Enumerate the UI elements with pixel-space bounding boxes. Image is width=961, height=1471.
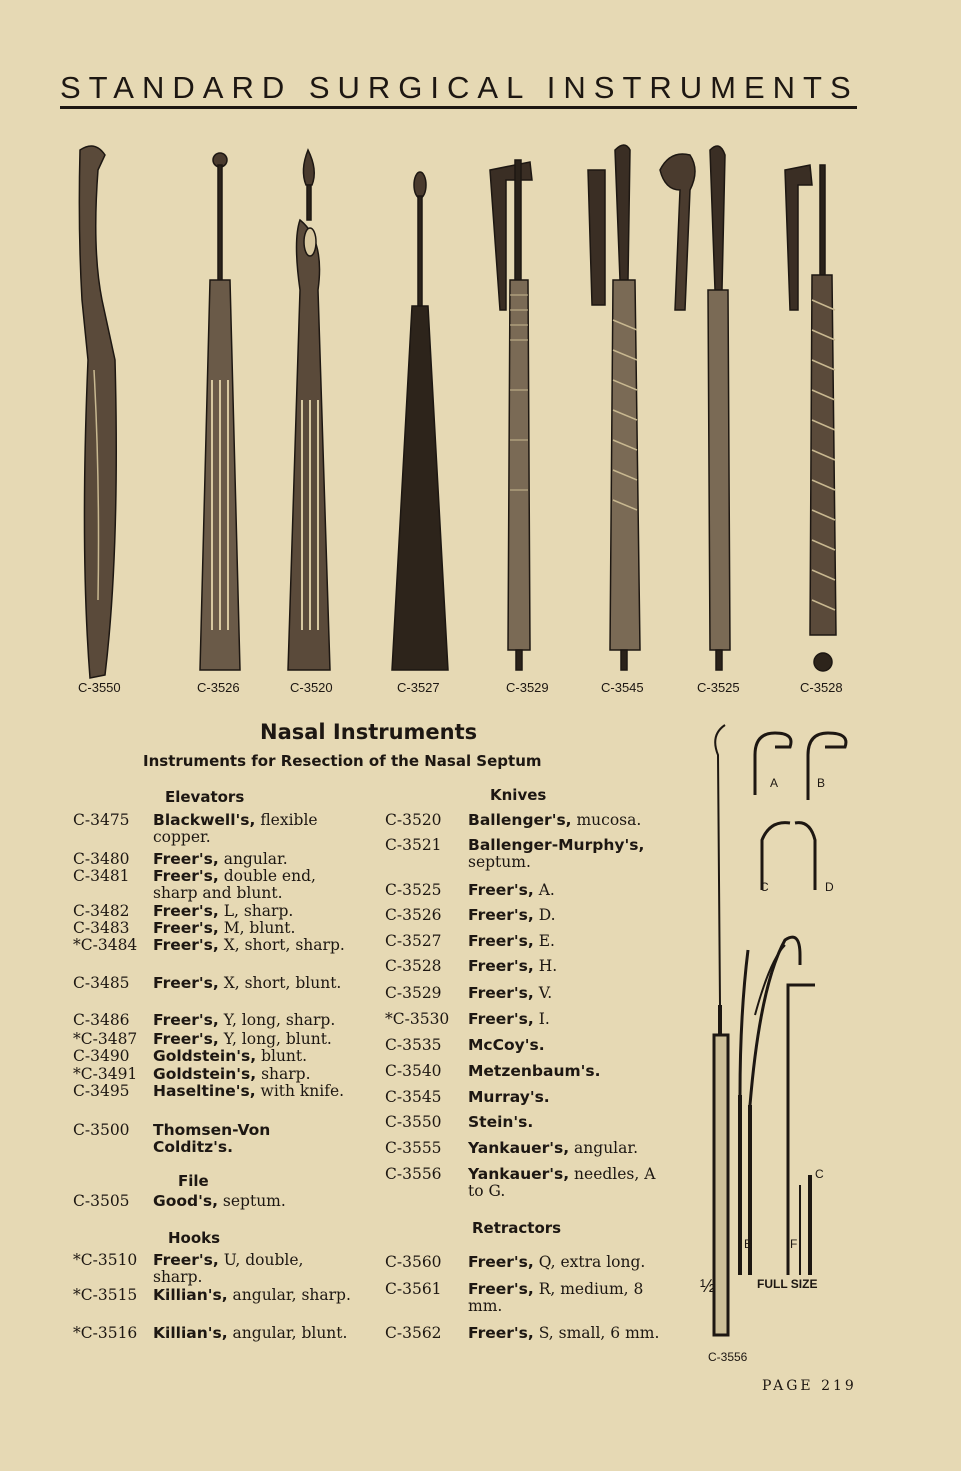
full-size-label: FULL SIZE bbox=[757, 1277, 818, 1291]
catalog-code: *C-3491 bbox=[73, 1065, 138, 1083]
catalog-description bbox=[153, 1083, 353, 1100]
catalog-code: C-3481 bbox=[73, 867, 130, 885]
instrument-name: Freer's, bbox=[153, 902, 219, 920]
instrument-c-3528 bbox=[785, 165, 836, 671]
catalog-code: C-3480 bbox=[73, 850, 130, 868]
instrument-detail: A. bbox=[533, 881, 555, 899]
instrument-name: Freer's, bbox=[468, 957, 534, 975]
catalog-code: *C-3515 bbox=[73, 1286, 138, 1304]
instrument-detail: M, blunt. bbox=[218, 919, 296, 937]
catalog-code: C-3555 bbox=[385, 1139, 442, 1157]
figure-label: C-3528 bbox=[800, 680, 843, 695]
catalog-code: C-3528 bbox=[385, 957, 442, 975]
instrument-detail: Y, long, sharp. bbox=[218, 1011, 336, 1029]
catalog-code: C-3475 bbox=[73, 811, 130, 829]
figure-label: C-3550 bbox=[78, 680, 121, 695]
instrument-detail: S, small, 6 mm. bbox=[533, 1324, 660, 1342]
side-label-c: C bbox=[760, 880, 769, 894]
catalog-code: C-3490 bbox=[73, 1047, 130, 1065]
instrument-c-3550 bbox=[79, 146, 116, 678]
instrument-name: Haseltine's, bbox=[153, 1082, 256, 1100]
catalog-description bbox=[153, 975, 353, 992]
catalog-description bbox=[153, 812, 353, 846]
instrument-name: Freer's, bbox=[468, 984, 534, 1002]
instrument-detail: I. bbox=[533, 1010, 550, 1028]
instrument-detail: V. bbox=[533, 984, 553, 1002]
instrument-detail: E. bbox=[533, 932, 555, 950]
instrument-name: Ballenger-Murphy's, bbox=[468, 836, 645, 854]
catalog-code: C-3505 bbox=[73, 1192, 130, 1210]
catalog-description bbox=[468, 882, 673, 899]
instrument-c-3545 bbox=[588, 145, 640, 670]
catalog-description bbox=[468, 837, 673, 871]
catalog-code: *C-3510 bbox=[73, 1251, 138, 1269]
figure-label: C-3529 bbox=[506, 680, 549, 695]
catalog-description bbox=[153, 937, 353, 954]
instrument-name: Freer's, bbox=[153, 974, 219, 992]
instrument-detail: double end, sharp and blunt. bbox=[153, 867, 316, 902]
catalog-description bbox=[468, 985, 673, 1002]
instrument-name: Freer's, bbox=[468, 1010, 534, 1028]
side-label-a: A bbox=[770, 776, 779, 790]
instrument-c-3529 bbox=[490, 160, 532, 670]
instrument-name: Yankauer's, bbox=[468, 1139, 570, 1157]
catalog-description bbox=[468, 933, 673, 950]
needle-illustration bbox=[700, 715, 860, 1355]
instrument-detail: R, medium, 8 mm. bbox=[468, 1280, 644, 1315]
instrument-name: Freer's, bbox=[468, 881, 534, 899]
catalog-description bbox=[153, 1252, 353, 1286]
catalog-description bbox=[468, 1089, 673, 1106]
figure-label: C-3525 bbox=[697, 680, 740, 695]
instrument-name: Stein's. bbox=[468, 1113, 534, 1131]
catalog-description bbox=[153, 1122, 353, 1156]
side-label-c2: C bbox=[815, 1167, 824, 1181]
catalog-description bbox=[468, 907, 673, 924]
catalog-description bbox=[153, 1193, 353, 1210]
instrument-name: Yankauer's, bbox=[468, 1165, 570, 1183]
catalog-description bbox=[153, 1287, 353, 1304]
catalog-description bbox=[468, 1114, 673, 1131]
catalog-code: C-3500 bbox=[73, 1121, 130, 1139]
catalog-code: C-3561 bbox=[385, 1280, 442, 1298]
instrument-name: Goldstein's, bbox=[153, 1065, 257, 1083]
instrument-name: Freer's, bbox=[153, 1251, 219, 1269]
figure-label: C-3526 bbox=[197, 680, 240, 695]
catalog-code: C-3556 bbox=[385, 1165, 442, 1183]
header-rule bbox=[60, 106, 857, 109]
instrument-detail: X, short, sharp. bbox=[218, 936, 345, 954]
instrument-detail: H. bbox=[533, 957, 558, 975]
instrument-detail: Y, long, blunt. bbox=[218, 1030, 332, 1048]
instrument-detail: mucosa. bbox=[571, 811, 642, 829]
catalog-code: C-3535 bbox=[385, 1036, 442, 1054]
instrument-name: Good's, bbox=[153, 1192, 218, 1210]
instrument-detail: septum. bbox=[217, 1192, 286, 1210]
instrument-c-3525 bbox=[660, 146, 730, 670]
figure-label: C-3520 bbox=[290, 680, 333, 695]
instrument-detail: angular, sharp. bbox=[227, 1286, 351, 1304]
catalog-description bbox=[468, 1011, 673, 1028]
instrument-detail: angular. bbox=[569, 1139, 639, 1157]
heading-knives: Knives bbox=[490, 786, 547, 804]
section-subtitle: Instruments for Resection of the Nasal Septum bbox=[143, 752, 542, 770]
instrument-name: Freer's, bbox=[153, 1030, 219, 1048]
heading-hooks: Hooks bbox=[168, 1229, 221, 1247]
instrument-detail: needles, A to G. bbox=[468, 1165, 656, 1200]
instrument-detail: blunt. bbox=[256, 1047, 308, 1065]
catalog-code: C-3495 bbox=[73, 1082, 130, 1100]
instrument-name: Killian's, bbox=[153, 1286, 228, 1304]
instrument-name: McCoy's. bbox=[468, 1036, 545, 1054]
catalog-description bbox=[468, 1063, 673, 1080]
side-label-f: F bbox=[790, 1237, 798, 1251]
instrument-detail: D. bbox=[533, 906, 556, 924]
page-number: PAGE 219 bbox=[762, 1378, 857, 1394]
catalog-code: *C-3516 bbox=[73, 1324, 138, 1342]
catalog-code: C-3483 bbox=[73, 919, 130, 937]
catalog-code: C-3540 bbox=[385, 1062, 442, 1080]
catalog-description bbox=[153, 851, 353, 868]
instrument-name: Freer's, bbox=[153, 936, 219, 954]
page-header-title: STANDARD SURGICAL INSTRUMENTS bbox=[60, 70, 859, 105]
instrument-detail: angular, blunt. bbox=[227, 1324, 348, 1342]
heading-elevators: Elevators bbox=[165, 788, 245, 806]
catalog-code: C-3550 bbox=[385, 1113, 442, 1131]
catalog-code: *C-3530 bbox=[385, 1010, 450, 1028]
catalog-description bbox=[468, 1281, 673, 1315]
catalog-description bbox=[153, 868, 353, 902]
catalog-code: C-3562 bbox=[385, 1324, 442, 1342]
catalog-code: *C-3487 bbox=[73, 1030, 138, 1048]
catalog-code: C-3486 bbox=[73, 1011, 130, 1029]
instrument-illustrations bbox=[60, 130, 860, 690]
catalog-code: C-3521 bbox=[385, 836, 442, 854]
catalog-description bbox=[153, 1012, 353, 1029]
catalog-code: C-3482 bbox=[73, 902, 130, 920]
instrument-detail: with knife. bbox=[255, 1082, 345, 1100]
catalog-description bbox=[153, 920, 353, 937]
side-figure-code: C-3556 bbox=[708, 1350, 748, 1364]
instrument-c-3520 bbox=[288, 150, 330, 670]
instrument-name: Freer's, bbox=[468, 906, 534, 924]
instrument-detail: Q, extra long. bbox=[533, 1253, 646, 1271]
instrument-name: Freer's, bbox=[468, 1324, 534, 1342]
instrument-name: Freer's, bbox=[468, 932, 534, 950]
instrument-detail: septum. bbox=[468, 853, 531, 871]
instrument-c-3526 bbox=[200, 153, 240, 670]
instrument-detail: sharp. bbox=[256, 1065, 311, 1083]
figure-label: C-3527 bbox=[397, 680, 440, 695]
half-mark: ½ bbox=[700, 1276, 716, 1296]
catalog-description bbox=[468, 1166, 673, 1200]
instrument-name: Freer's, bbox=[153, 867, 219, 885]
heading-file: File bbox=[178, 1172, 209, 1190]
instrument-name: Freer's, bbox=[153, 850, 219, 868]
catalog-description bbox=[468, 1254, 673, 1271]
instrument-name: Ballenger's, bbox=[468, 811, 572, 829]
catalog-code: C-3545 bbox=[385, 1088, 442, 1106]
instrument-name: Freer's, bbox=[153, 1011, 219, 1029]
instrument-name: Killian's, bbox=[153, 1324, 228, 1342]
instrument-name: Blackwell's, bbox=[153, 811, 256, 829]
catalog-code: C-3526 bbox=[385, 906, 442, 924]
instrument-name: Thomsen-Von Colditz's. bbox=[153, 1121, 271, 1156]
instrument-name: Freer's, bbox=[468, 1253, 534, 1271]
catalog-code: C-3520 bbox=[385, 811, 442, 829]
catalog-description bbox=[468, 1325, 673, 1342]
catalog-code: *C-3484 bbox=[73, 936, 138, 954]
catalog-description bbox=[153, 1066, 353, 1083]
instrument-detail: U, double, sharp. bbox=[153, 1251, 304, 1286]
instrument-name: Goldstein's, bbox=[153, 1047, 257, 1065]
catalog-description bbox=[153, 1325, 353, 1342]
side-label-b: B bbox=[817, 776, 826, 790]
instrument-c-3527 bbox=[392, 172, 448, 670]
catalog-description bbox=[468, 812, 673, 829]
catalog-description bbox=[468, 1037, 673, 1054]
catalog-code: C-3560 bbox=[385, 1253, 442, 1271]
catalog-code: C-3527 bbox=[385, 932, 442, 950]
instrument-name: Freer's, bbox=[468, 1280, 534, 1298]
catalog-description bbox=[468, 958, 673, 975]
side-label-d: D bbox=[825, 880, 834, 894]
instrument-detail: L, sharp. bbox=[218, 902, 294, 920]
catalog-description bbox=[153, 903, 353, 920]
catalog-code: C-3529 bbox=[385, 984, 442, 1002]
instrument-name: Metzenbaum's. bbox=[468, 1062, 601, 1080]
catalog-code: C-3485 bbox=[73, 974, 130, 992]
catalog-description bbox=[153, 1048, 353, 1065]
instrument-detail: angular. bbox=[218, 850, 288, 868]
instrument-name: Murray's. bbox=[468, 1088, 550, 1106]
figure-label: C-3545 bbox=[601, 680, 644, 695]
catalog-description bbox=[153, 1031, 353, 1048]
heading-retractors: Retractors bbox=[472, 1219, 562, 1237]
instrument-name: Freer's, bbox=[153, 919, 219, 937]
section-title: Nasal Instruments bbox=[260, 720, 478, 744]
catalog-code: C-3525 bbox=[385, 881, 442, 899]
instrument-detail: X, short, blunt. bbox=[218, 974, 342, 992]
catalog-description bbox=[468, 1140, 673, 1157]
side-label-e: E bbox=[744, 1237, 753, 1251]
instrument-detail: flexible copper. bbox=[153, 811, 318, 846]
